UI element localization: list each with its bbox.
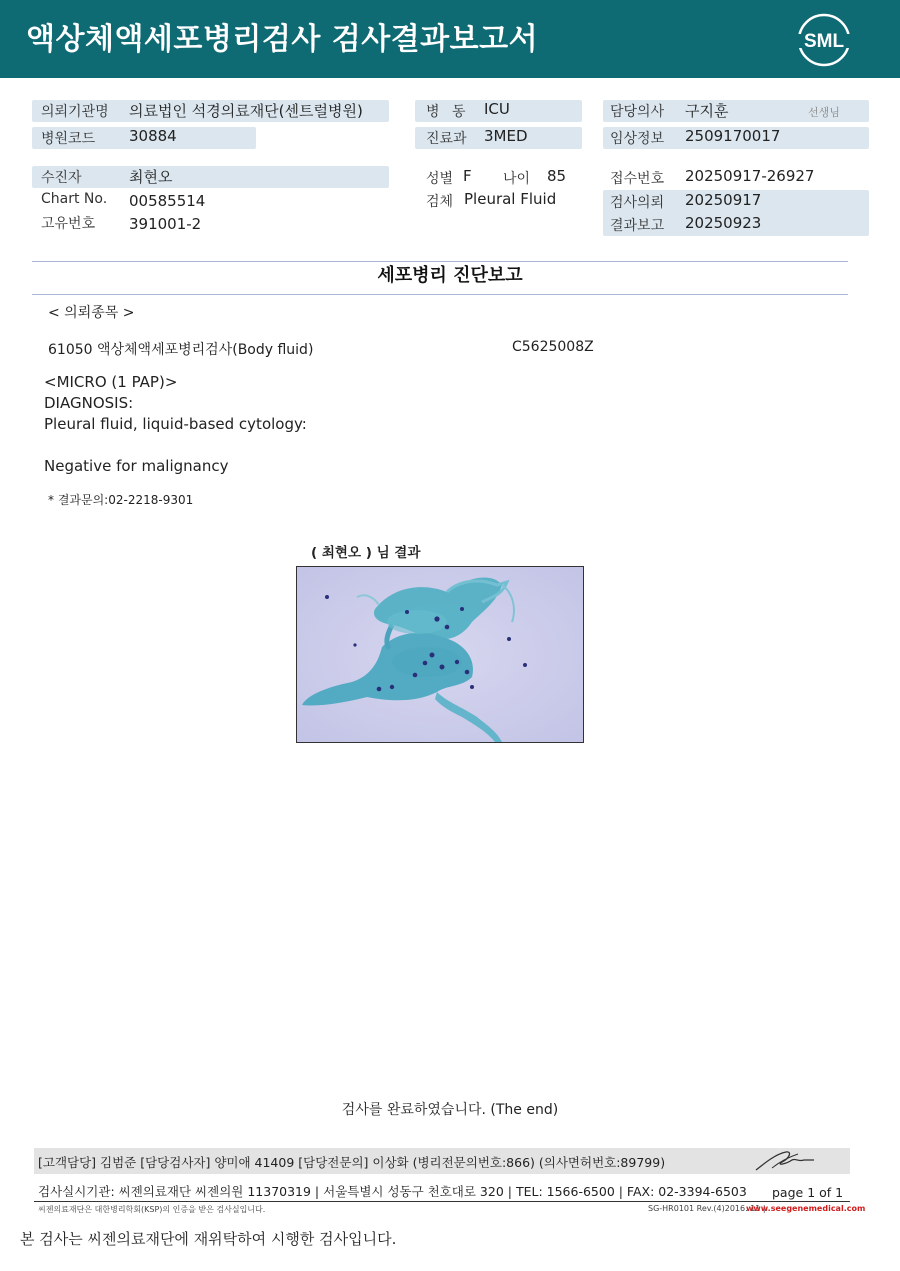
form-code: SG-HR0101 Rev.(4)2016. 11 | (648, 1204, 766, 1213)
sml-logo (796, 12, 852, 68)
sex-label: 성별 (426, 171, 454, 187)
clinical-label: 임상정보 (610, 131, 665, 147)
receipt-label: 접수번호 (610, 171, 665, 187)
age-label: 나이 (503, 171, 531, 187)
patient-label: 수진자 (41, 170, 82, 186)
bottom-note: 본 검사는 씨젠의료재단에 재위탁하여 시행한 검사입니다. (20, 1230, 397, 1248)
end-text: 검사를 완료하였습니다. (The end) (341, 1102, 559, 1118)
chart-no-label: Chart No. (41, 191, 108, 207)
clinical-value: 2509170017 (685, 127, 781, 145)
unique-no-value: 391001-2 (129, 215, 202, 233)
website-link[interactable]: www.seegenemedical.com (746, 1204, 866, 1213)
doctor-value: 구지훈 (685, 102, 729, 120)
diagnosis-result: Negative for malignancy (44, 457, 229, 475)
patient-value: 최현오 (129, 168, 173, 186)
test-item-code: C5625008Z (512, 339, 594, 355)
ward-label: 병 동 (426, 104, 470, 120)
diagnosis-detail: Pleural fluid, liquid-based cytology: (44, 415, 307, 433)
hospital-code-label: 병원코드 (41, 131, 96, 147)
specimen-value: Pleural Fluid (464, 190, 557, 208)
dept-value: 3MED (484, 127, 528, 145)
staff-line: [고객담당] 김범준 [담당검사자] 양미애 41409 [담당전문의] 이상화 (병리전문의번호:866) (의사면허번호:89799) (38, 1155, 666, 1170)
signature-icon (752, 1148, 816, 1174)
doctor-suffix: 선생님 (808, 106, 840, 119)
diagnosis-label: DIAGNOSIS: (44, 394, 134, 412)
institution-value: 의료법인 석경의료재단(센트럴병원) (129, 102, 363, 120)
logo-text: SML (803, 31, 845, 52)
institution-label: 의뢰기관명 (41, 104, 109, 120)
cytology-image (296, 566, 584, 743)
sex-value: F (463, 167, 472, 185)
report-date-label: 결과보고 (610, 218, 665, 234)
receipt-value: 20250917-26927 (685, 167, 815, 185)
page-number: page 1 of 1 (772, 1185, 844, 1200)
micro-label: <MICRO (1 PAP)> (44, 373, 178, 391)
footer-divider (34, 1201, 850, 1202)
patient-field-bg (32, 166, 389, 188)
request-value: 20250917 (685, 191, 762, 209)
contact-info: * 결과문의:02-2218-9301 (48, 493, 194, 507)
image-caption: ( 최현오 ) 님 결과 (311, 545, 421, 561)
test-item: 61050 액상체액세포병리검사(Body fluid) (48, 342, 314, 358)
report-header (0, 0, 900, 78)
age-value: 85 (547, 167, 567, 185)
items-header: < 의뢰종목 > (48, 305, 135, 321)
section-title: 세포병리 진단보고 (377, 265, 523, 286)
hospital-code-value: 30884 (129, 127, 177, 145)
certification-note: 씨젠의료재단은 대한병리학회(KSP)의 인증을 받은 검사실입니다. (38, 1205, 266, 1214)
institution-line: 검사실시기관: 씨젠의료재단 씨젠의원 11370319 | 서울특별시 성동구 천호대로 320 | TEL: 1566-6500 | FAX: 02-3394-6503 (38, 1184, 747, 1199)
report-date-value: 20250923 (685, 214, 762, 232)
dept-label: 진료과 (426, 131, 467, 147)
chart-no-value: 00585514 (129, 192, 206, 210)
report-title: 액상체액세포병리검사 검사결과보고서 (26, 22, 539, 57)
request-label: 검사의뢰 (610, 195, 665, 211)
doctor-label: 담당의사 (610, 104, 665, 120)
specimen-label: 검체 (426, 194, 454, 210)
ward-value: ICU (484, 100, 510, 118)
section-divider-bottom (32, 294, 848, 295)
unique-no-label: 고유번호 (41, 216, 96, 232)
